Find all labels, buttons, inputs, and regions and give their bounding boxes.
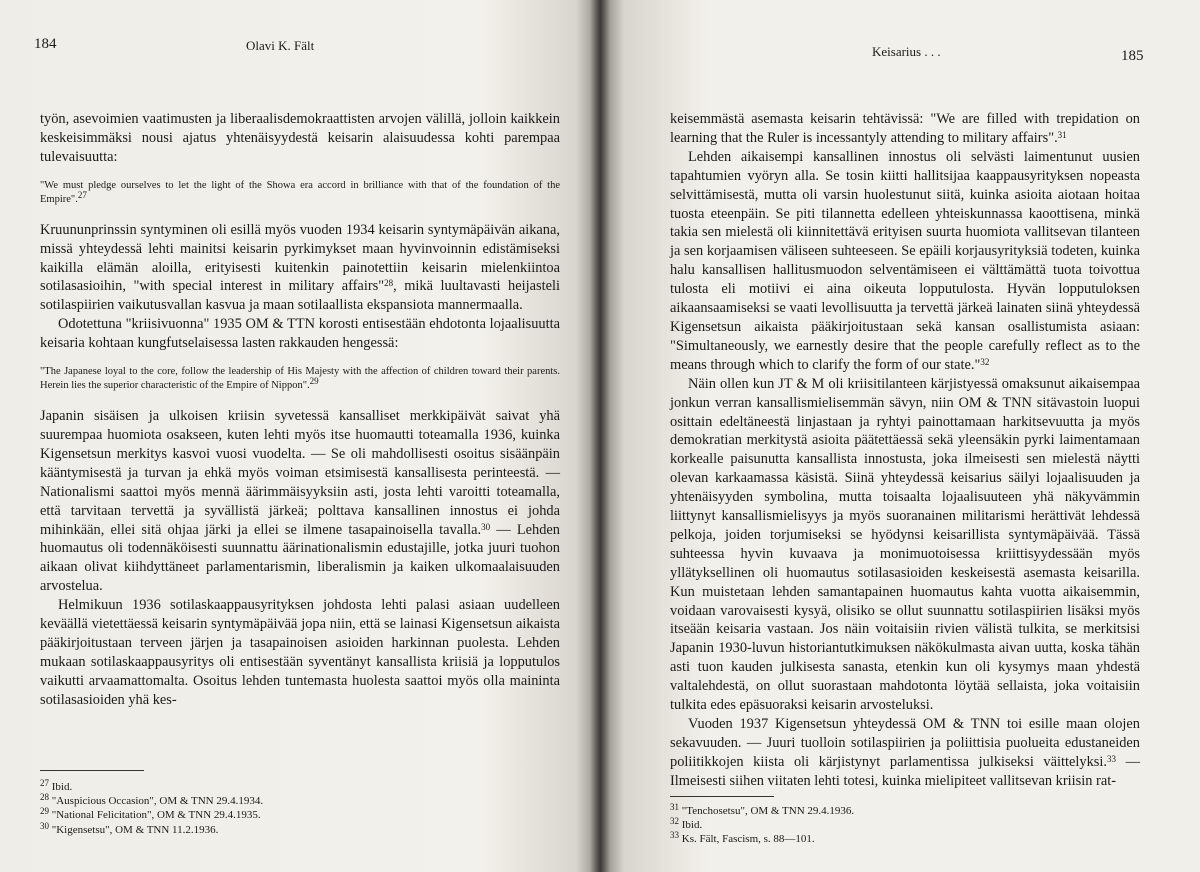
page-number: 185 <box>1121 48 1144 64</box>
footnote: $^{30}$ "Kigensetsu", OM & TNN 11.2.1936. <box>40 820 219 836</box>
footnote: $^{32}$ Ibid. <box>670 816 703 832</box>
footnote-rule <box>40 770 144 771</box>
block-quote: "We must pledge ourselves to let the light of the Showa era accord in brilliance with that of the foundation of the Empire".$^{27}$ <box>40 179 560 205</box>
body-text <box>670 110 1140 791</box>
footnote-ref: 33 <box>1106 753 1116 764</box>
footnote-rule <box>670 796 774 797</box>
paragraph: keisemmästä asemasta keisarin tehtävissä: "We are filled with trepidation on learning that the Ruler is incessantyly attending to military affairs".$^{31}$ <box>670 111 1140 146</box>
footnotes <box>670 804 854 847</box>
footnote-ref: 28 <box>384 278 394 289</box>
footnote-ref: 30 <box>481 521 491 532</box>
footnote: $^{31}$ "Tenchosetsu", OM & TNN 29.4.1936. <box>670 802 855 817</box>
footnote: $^{33}$ Ks. Fält, Fascism, s. 88—101. <box>670 830 815 846</box>
footnotes <box>40 780 263 837</box>
paragraph: työn, asevoimien vaatimusten ja liberaalisdemokraattisten arvojen välillä, jolloin kaikkein keskeisimmäksi nousi ajatus yhtenäisyydestä keisarin alaisuudessa kohti parempaa tulevaisuutta: <box>40 111 560 165</box>
book-gutter <box>590 0 610 872</box>
right-page <box>600 0 1200 872</box>
page-number: 184 <box>34 36 57 52</box>
running-head: Keisarius . . . <box>872 44 941 59</box>
footnote: $^{29}$ "National Felicitation", OM & TNN 29.4.1935. <box>40 806 261 822</box>
footnote-ref: 29 <box>309 376 319 387</box>
footnote: $^{28}$ "Auspicious Occasion", OM & TNN 29.4.1934. <box>40 792 264 808</box>
paragraph: Helmikuun 1936 sotilaskaappausyrityksen johdosta lehti palasi asiaan uudelleen keväällä vietettäessä keisarin syntymäpäivää jopa niin, että se lainasi Kigensetsun aikaista pääkirjoitustaan terveen järjen ja tasapainoisen asioiden harkinnan puolesta. Lehden mukaan sotilaskaappausyritys oli entisestään syventänyt kansallista kriisiä ja lopputulos vaikutti arvaamattomalta. Osoitus lehden tuntemasta huolesta saattoi myös olla maininta sotilasasioiden yhä kes- <box>40 597 560 708</box>
paragraph: Kruununprinssin syntyminen oli esillä myös vuoden 1934 keisarin syntymäpäivän aikana, missä yhteydessä lehti mainitsi keisarin pyrkimykset maan hyvinvoinnin edistämiseksi kaikilla elämän aloilla, erityisesti kuitenkin painotettiin keisarin mielenkiintoa sotilasasioihin, "with special interest in military affairs"$^{28}$, mikä luultavasti heijasteli sotilaspiirien vaikutusvallan kasvua ja maan sotilaallista ekspansiota mannermaalla. <box>40 221 560 314</box>
paragraph: Lehden aikaisempi kansallinen innostus oli selvästi laimentunut uusien tapahtumien vyöryn alla. Se tosin kiitti hallitsijaa kaappausyrityksen nopeasta selvittämisestä, mutta oli varsin huolestunut siitä, kuinka asioita aiotaan hoitaa tuosta eteenpäin. Se piti tilannetta edelleen yhteiskunnassa kaoottisena, minkä takia sen mielestä oli kiinnitettävä erityisen suurta huomiota vallitsevan tilanteen ja sen korjaamisen väliseen suhteeseen. Se epäili korjausyrityksiä todeten, kuinka halu kansallisen hallitusmuodon selventämiseen ei välttämättä tuota toivottua tulosta eli motiivi ei aina oikeuta lopputulosta. Hyvän lopputuloksen aikaansaamiseksi se vaati levollisuutta ja tervettä järkeä lainaten siinä yhteydessä Kigensetsun aikaista pääkirjoitustaan sekä kansan osallistumista asiaan: "Simultaneously, we earnestly desire that the people carefully reflect as to the means through which to clarify the form of our state."$^{32}$ <box>670 148 1140 373</box>
footnote-ref: 31 <box>1057 129 1067 140</box>
body-text <box>40 110 560 710</box>
paragraph: Näin ollen kun JT & M oli kriisitilanteen kärjistyessä omaksunut aikaisempaa jonkun verran kansallismielisemmän sävyn, niin OM & TNN sitävastoin luopui osittain edeltäneestä linjastaan ja ryhtyi painottamaan harkitsevuutta ja myös demokratian merkitystä asioita päätettäessä sekä yleensäkin pyrki laimentamaan korkealle paisunutta kansallista innostusta, joka ilmeisesti sen mielestä näytti olevan karkaamassa käsistä. Siinä yhteydessä keisarius säilyi lojaalisuuden ja yhtenäisyyden symbolina, mutta toisaalta lojaalisuuteen yhä näkyvämmin liittynyt kansallismielisyys ja myös suoranainen militarismi herättivät lehdessä pelkoja, joiden torjumiseksi se hyödynsi keisarillista syntymäpäivää. Tässä suhteessa hyvin kuvaava ja monimuotoisessa kriittisyydessään myös yllätyksellinen oli huomautus sotilasasioiden keskeisestä asemasta keisarilla. Kun muistetaan lehden samantapainen huomautus kahta vuotta aikaisemmin, voidaan varovaisesti kysyä, olisiko se ollut suunnattu sotilaspiirien lisäksi myös itseään keisaria vastaan. Jos näin voitaisiin rivien välistä tulkita, se merkitsisi Japanin 1930-luvun historiantutkimuksen näkökulmasta aivan uutta, koska tähän asti tuon kauden julkisesta sanasta, etenkin kun oli kysymys maan yhdestä valtalehdestä, on ollut suorastaan mahdotonta löytää sellaista, joka voitaisiin tulkita edes epäsuoraksi keisarin arvosteluksi. <box>670 375 1140 714</box>
footnote: $^{27}$ Ibid. <box>40 778 73 793</box>
paragraph: Odotettuna "kriisivuonna" 1935 OM & TTN korosti entisestään ehdotonta lojaalisuutta keisaria kohtaan kungfutselaisessa lasten rakkauden hengessä: <box>40 316 560 352</box>
block-quote: "The Japanese loyal to the core, follow the leadership of His Majesty with the affection of children toward their parents. Herein lies the superior characteristic of the Empire of Nippon".$^{29}$ <box>40 366 560 392</box>
footnote-ref: 27 <box>77 189 87 200</box>
paragraph: Vuoden 1937 Kigensetsun yhteydessä OM & TNN toi esille maan olojen sekavuuden. — Juuri tuolloin sotilaspiirien ja poliittisia puolueita edustaneiden poliitikkojen kiista oli kärjistynyt parlamentissa julkiseksi väittelyksi.$^{33}$ — Ilmeisesti siihen viitaten lehti totesi, kuinka mielipiteet vallitsevan kriisin rat- <box>670 716 1140 789</box>
running-head: Olavi K. Fält <box>246 38 315 53</box>
footnote-ref: 32 <box>980 356 990 367</box>
paragraph: Japanin sisäisen ja ulkoisen kriisin syvetessä kansalliset merkkipäivät saivat yhä suurempaa huomiota osakseen, kuten lehti myös itse huomautti toteamalla 1936, kuinka Kigensetsun merkitys kasvoi vuosi vuodelta. — Se oli mahdollisesti osoitus sisäänpäin kääntymisestä ja turvan ja ehkä myös voiman etsimisestä kansallisesta perinteestä. — Nationalismi saattoi myös mennä äärimmäisyyksiin asti, josta lehti varoitti toteamalla, että tarvitaan tervettä ja syvällistä järkeä; polttava kansallinen innostus ei johda mihinkään, ellei sitä ohjaa järki ja ellei se ilmene tasapainoisella tavalla.$^{30}$ — Lehden huomautus oli todennäköisesti suunnattu äärinationalismin edustajille, jotka juuri tuohon aikaan olivat kiihdyttäneet parlamentarismin, liberalismin ja kaiken ulkomaalaisuuden arvostelua. <box>40 408 560 595</box>
